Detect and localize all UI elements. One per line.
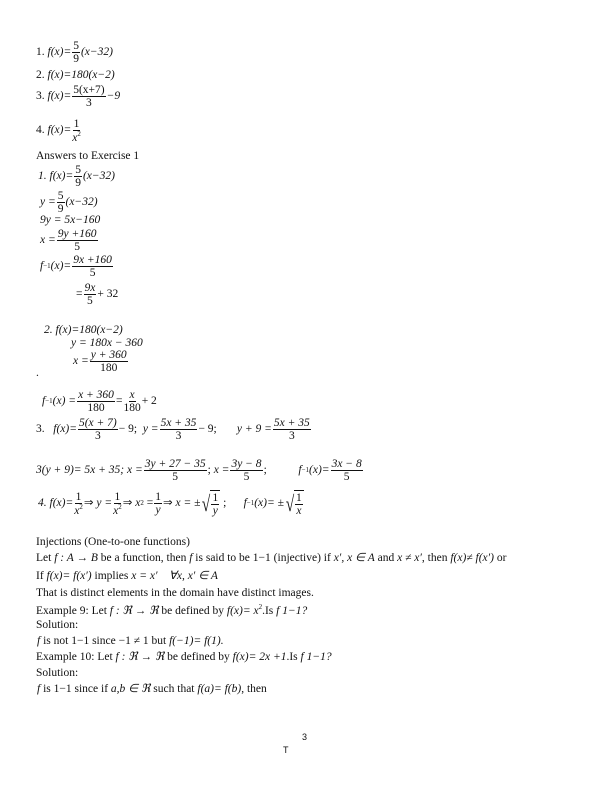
fraction — [74, 491, 83, 517]
denominator: 180 — [100, 362, 118, 375]
answer-2-line-1: 2. f(x)=180(x−2) — [44, 324, 123, 336]
lhs: x = — [126, 463, 143, 476]
fraction — [144, 458, 207, 483]
math: f — [189, 552, 193, 564]
exponent: 2 — [258, 603, 263, 611]
equals: = — [76, 287, 83, 300]
text: .Is — [286, 651, 301, 663]
denominator: $x^2$ — [74, 502, 83, 517]
math: f(x)≠ f(x′) — [450, 552, 494, 564]
numerator: 5x + 35 — [160, 417, 197, 429]
numerator: 5 — [73, 40, 79, 52]
stray-dot: . — [36, 367, 39, 379]
math: 1−1 — [252, 552, 271, 564]
exercise-item-4 — [36, 118, 82, 144]
denominator: 5 — [74, 241, 80, 254]
expression-rest: − 9; — [198, 422, 217, 435]
equation: 3(y + 9)= 5x + 35; — [36, 463, 125, 476]
math: f 1−1? — [276, 604, 308, 617]
example-9 — [36, 604, 307, 617]
item-number: 1. — [36, 45, 45, 58]
item-number: 2. — [36, 69, 45, 81]
answer-3-row-2 — [36, 458, 364, 483]
numerator: 1 — [114, 490, 121, 503]
item-number: 3. — [36, 89, 45, 102]
fraction — [72, 40, 80, 65]
numerator: 3x − 8 — [331, 458, 362, 470]
equals: = — [146, 496, 154, 509]
fraction — [113, 491, 122, 517]
answer-2-line-4 — [42, 389, 157, 414]
fraction — [72, 118, 81, 144]
inverse-exponent: −1 — [45, 397, 53, 406]
separator: ; — [263, 463, 267, 476]
math: −1 ≠ 1 — [118, 635, 149, 647]
numerator: 1 — [296, 492, 302, 504]
function-name: f — [243, 496, 247, 509]
text: is said to be — [192, 552, 253, 564]
denominator: 3 — [175, 430, 182, 443]
square-root — [200, 490, 220, 517]
numerator: 5 — [75, 164, 81, 176]
math: f(x)= x — [226, 604, 259, 617]
expression-rest: (x−32) — [82, 169, 115, 182]
expression-rest: + 32 — [97, 287, 119, 300]
expression-rest: (x−32) — [65, 195, 98, 208]
math: x ≠ x′ — [397, 552, 422, 564]
fraction — [78, 417, 118, 442]
numerator: x — [129, 389, 135, 401]
function-arg: (x) = — [52, 394, 77, 407]
inverse-exponent: −1 — [43, 262, 51, 271]
fraction — [211, 492, 219, 517]
implies-arrow: ⇒ — [162, 496, 173, 509]
numerator: 5(x+7) — [73, 84, 105, 96]
text: since if — [71, 683, 111, 695]
lhs: y = — [96, 496, 113, 509]
expression-rest: + 2 — [141, 394, 157, 407]
exponent: 2 — [140, 499, 144, 508]
denominator-base: x — [72, 131, 78, 144]
solution-10 — [37, 684, 267, 696]
fraction — [123, 389, 140, 414]
lhs: x = — [213, 463, 230, 476]
lhs: x = ± — [175, 496, 201, 509]
answer-1-line-4 — [40, 228, 99, 253]
math: a,b ∈ ℜ — [110, 683, 151, 695]
numerator: 1 — [212, 492, 219, 504]
denominator: 180 — [87, 402, 105, 415]
denominator-base: x — [74, 504, 80, 517]
implies-arrow: ⇒ — [83, 496, 94, 509]
item-number: 4. — [36, 124, 45, 137]
answers-heading: Answers to Exercise 1 — [36, 150, 140, 162]
math: f 1−1? — [300, 651, 332, 663]
exercise-item-1 — [36, 40, 113, 65]
text: Let — [36, 552, 55, 564]
numerator: 5 — [57, 190, 64, 202]
text: , then — [421, 552, 451, 564]
numerator: 9x +160 — [73, 254, 112, 266]
function-arg: (x)= — [309, 463, 330, 476]
denominator: 5 — [172, 471, 179, 484]
math: x′, x ∈ A — [333, 552, 375, 564]
answer-1-line-3: 9y = 5x−160 — [40, 214, 101, 226]
function-lhs: f(x)= — [47, 124, 72, 137]
denominator: 180 — [123, 402, 141, 415]
lhs: x = — [73, 354, 89, 367]
fraction — [90, 349, 128, 374]
function-lhs: f(x)= — [47, 45, 72, 58]
text: such that — [150, 683, 198, 695]
function-lhs: f(x)= — [47, 69, 72, 81]
math: f(x)= 2x +1 — [232, 651, 287, 663]
exercise-item-3 — [36, 84, 120, 109]
injections-heading: Injections (One-to-one functions) — [36, 536, 190, 548]
text: is not — [40, 635, 72, 647]
answer-4 — [38, 490, 304, 517]
exercise-item-2 — [36, 70, 115, 82]
separator: ; — [223, 496, 227, 509]
fraction — [154, 491, 162, 516]
function-name: f — [298, 463, 302, 476]
denominator: 3 — [94, 430, 101, 443]
lhs: x — [135, 496, 141, 509]
text: and — [374, 552, 398, 564]
denominator — [72, 131, 81, 144]
math: x = x′ — [131, 570, 158, 582]
numerator: 9x — [84, 282, 96, 294]
implies-arrow: ⇒ — [122, 496, 133, 509]
denominator: 3 — [86, 97, 92, 110]
denominator: 9 — [75, 177, 81, 190]
square-root — [284, 490, 304, 517]
fraction — [331, 458, 363, 483]
fraction — [84, 282, 97, 307]
separator: ; — [207, 463, 211, 476]
numerator: 3y − 8 — [231, 458, 262, 470]
fraction — [295, 492, 303, 517]
text: .Is — [262, 604, 277, 617]
denominator: 5 — [243, 471, 250, 484]
text: but — [148, 635, 170, 647]
example-10 — [36, 652, 332, 664]
math: f(−1)= f(1). — [169, 635, 224, 647]
function-arg: (x)= ± — [254, 496, 284, 509]
math: f(x)= f(x′) — [46, 570, 92, 582]
answer-1-line-6 — [76, 282, 118, 307]
item-number: 3. — [36, 422, 45, 435]
expression-rest: −9 — [106, 89, 121, 102]
answer-1-line-5 — [40, 254, 114, 279]
text: (injective) if — [270, 552, 334, 564]
answer-1-line-1 — [38, 164, 115, 189]
fraction — [57, 190, 65, 215]
function-lhs: 1. f(x)= — [38, 169, 74, 182]
text: be defined by — [158, 604, 227, 617]
answer-2-line-2: y = 180x − 360 — [71, 337, 143, 349]
definition-line-1 — [36, 553, 506, 565]
denominator: 5 — [343, 471, 350, 484]
text: be a function, then — [97, 552, 190, 564]
text: since — [89, 635, 119, 647]
expression: 180(x−2) — [71, 69, 115, 81]
numerator: 9y +160 — [57, 228, 97, 240]
fraction — [72, 254, 113, 279]
inverse-exponent: −1 — [246, 499, 255, 508]
fraction — [77, 389, 115, 414]
answer-3-row-1 — [36, 417, 312, 442]
function-lhs: f(x)= — [53, 422, 77, 435]
denominator: 3 — [288, 430, 295, 443]
math: f(a)= f(b) — [197, 683, 242, 695]
radical-sign-icon: √ — [285, 490, 295, 516]
math: ∀x, x′ ∈ A — [168, 570, 218, 582]
function-name: f — [42, 394, 46, 407]
text: is — [40, 683, 54, 695]
fraction — [273, 417, 311, 442]
text: be defined by — [164, 651, 233, 663]
numerator: 1 — [75, 490, 82, 503]
lhs: y = — [40, 195, 56, 208]
answer-2-line-3 — [73, 349, 129, 374]
definition-line-2 — [36, 571, 218, 583]
expression-rest: − 9; — [118, 422, 138, 435]
radical-sign-icon: √ — [202, 490, 211, 516]
math: f : ℜ → ℜ — [109, 604, 159, 617]
page-number: 3 — [302, 732, 308, 742]
numerator: x + 360 — [78, 389, 114, 401]
math: f : ℜ → ℜ — [115, 651, 165, 663]
text: , then — [241, 683, 267, 695]
function-lhs: f(x)= — [47, 89, 72, 102]
text: Example 9: Let — [36, 604, 110, 617]
fraction — [160, 417, 198, 442]
denominator: y — [155, 504, 161, 517]
denominator: x — [296, 505, 302, 518]
math: 1−1 — [53, 683, 72, 695]
denominator: 5 — [87, 295, 93, 308]
lhs: x = — [40, 233, 56, 246]
fraction — [74, 164, 82, 189]
fraction — [72, 84, 105, 109]
numerator: 1 — [155, 491, 161, 503]
denominator-base: x — [113, 504, 119, 517]
lhs: y = — [142, 422, 159, 435]
footer-marker: T — [283, 745, 289, 755]
denominator: 9 — [73, 53, 79, 66]
text: or — [493, 552, 507, 564]
inverse-exponent: −1 — [301, 466, 310, 475]
text: Example 10: Let — [36, 651, 116, 663]
numerator: y + 360 — [90, 349, 127, 361]
denominator: 9 — [57, 203, 64, 216]
function-arg: (x)= — [50, 259, 72, 272]
solution-10-label: Solution: — [36, 667, 79, 679]
fraction — [57, 228, 98, 253]
text: implies — [91, 570, 132, 582]
denominator: $x^2$ — [113, 502, 122, 517]
function-name: f — [40, 259, 44, 272]
math: 1−1 — [71, 635, 90, 647]
equals: = — [115, 394, 123, 407]
solution-9 — [37, 636, 224, 648]
numerator: 3y + 27 − 35 — [144, 458, 206, 470]
math: f : A → B — [54, 552, 98, 564]
lhs: y + 9 = — [236, 422, 272, 435]
solution-9-label: Solution: — [36, 619, 79, 631]
answer-1-line-2 — [40, 190, 98, 215]
exponent: 2 — [77, 130, 81, 139]
numerator: 1 — [73, 118, 80, 130]
definition-line-3: That is distinct elements in the domain have distinct images. — [36, 587, 314, 599]
math: f — [37, 635, 41, 647]
fraction — [230, 458, 262, 483]
function-lhs: 4. f(x)= — [38, 496, 74, 509]
denominator: 5 — [89, 267, 96, 280]
denominator: y — [212, 505, 218, 518]
numerator: 5(x + 7) — [78, 417, 117, 429]
text: If — [36, 570, 47, 582]
math: f — [37, 683, 41, 695]
numerator: 5x + 35 — [273, 417, 310, 429]
expression-rest: (x−32) — [80, 45, 113, 58]
